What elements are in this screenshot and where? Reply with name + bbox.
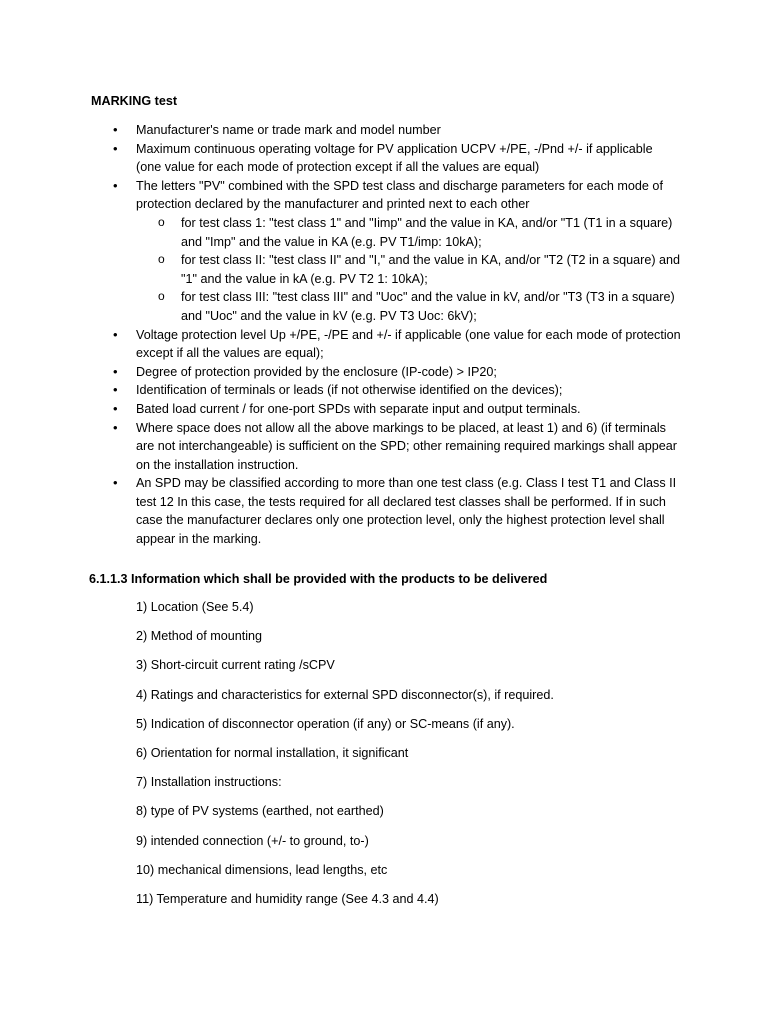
marking-sublist [136,214,681,326]
marking-item [0,326,681,363]
marking-subitem: o for test class III: "test class III" and "Uoc" and the value in kV, and/or "T3 (T3 in a square) and "Uoc" and the value in kV (e.g. PV T3 Uoc: 6kV); [136,288,681,325]
marking-item-text: Maximum continuous operating voltage for PV application UCPV +/PE, -/Pnd +/- if applicable (one value for each mode of protection except if all the values are equal) [136,141,653,175]
marking-item [0,363,681,382]
info-item: 6) Orientation for normal installation, it significant [136,745,409,760]
marking-item [0,177,681,326]
info-item: 9) intended connection (+/- to ground, to-) [136,833,369,848]
info-item: 8) type of PV systems (earthed, not earthed) [136,804,384,819]
marking-item-text: An SPD may be classified according to more than one test class (e.g. Class I test T1 and Class II test 12 In this case, the tests required for all declared test classes shall be performed. If in such case the manufacturer declares only one protection level, only the highest protection level shall appear in the marking. [136,476,677,547]
marking-item-text: Bated load current / for one-port SPDs with separate input and output terminals. [136,401,581,416]
marking-item [0,400,681,419]
marking-item-text: Identification of terminals or leads (if not otherwise identified on the devices); [136,383,563,398]
marking-item [0,140,681,177]
marking-item [0,121,681,140]
marking-item-text: Manufacturer's name or trade mark and model number [136,123,441,137]
info-list [136,598,554,919]
info-item: 3) Short-circuit current rating /sCPV [136,658,335,673]
info-item: 4) Ratings and characteristics for external SPD disconnector(s), if required. [136,687,554,702]
marking-item [0,474,681,548]
info-item: 7) Installation instructions: [136,775,282,790]
marking-item-text: Voltage protection level Up +/PE, -/PE and +/- if applicable (one value for each mode of protection except if all the values are equal); [136,327,681,361]
marking-subitem: o for test class II: "test class II" and "I," and the value in KA, and/or "T2 (T2 in a square) and "1" and the value in kA (e.g. PV T2 1: 10kA); [136,251,681,288]
info-item: 10) mechanical dimensions, lead lengths, etc [136,862,388,877]
marking-list [0,121,768,549]
marking-item-text: Where space does not allow all the above markings to be placed, at least 1) and 6) (if terminals are not interchangeable) is sufficient on the SPD; other remaining required markings shall appear on the installation instruction. [136,420,677,472]
marking-item [0,419,681,475]
info-item: 11) Temperature and humidity range (See 4.3 and 4.4) [136,891,439,906]
marking-item-text: The letters "PV" combined with the SPD test class and discharge parameters for each mode of protection declared by the manufacturer and printed next to each other [136,178,663,212]
marking-item [0,381,681,400]
info-item: 1) Location (See 5.4) [136,600,254,614]
marking-subitem: o for test class 1: "test class 1" and "Iimp" and the value in KA, and/or "T1 (T1 in a square) and "Imp" and the value in KA (e.g. PV T1/imp: 10kA); [136,214,681,251]
info-item: 5) Indication of disconnector operation (if any) or SC-means (if any). [136,716,515,731]
marking-heading: MARKING test [91,94,178,108]
marking-item-text: Degree of protection provided by the enclosure (IP-code) > IP20; [136,364,497,379]
section-heading: 6.1.1.3 Information which shall be provided with the products to be delivered [89,572,548,586]
info-item: 2) Method of mounting [136,629,263,644]
